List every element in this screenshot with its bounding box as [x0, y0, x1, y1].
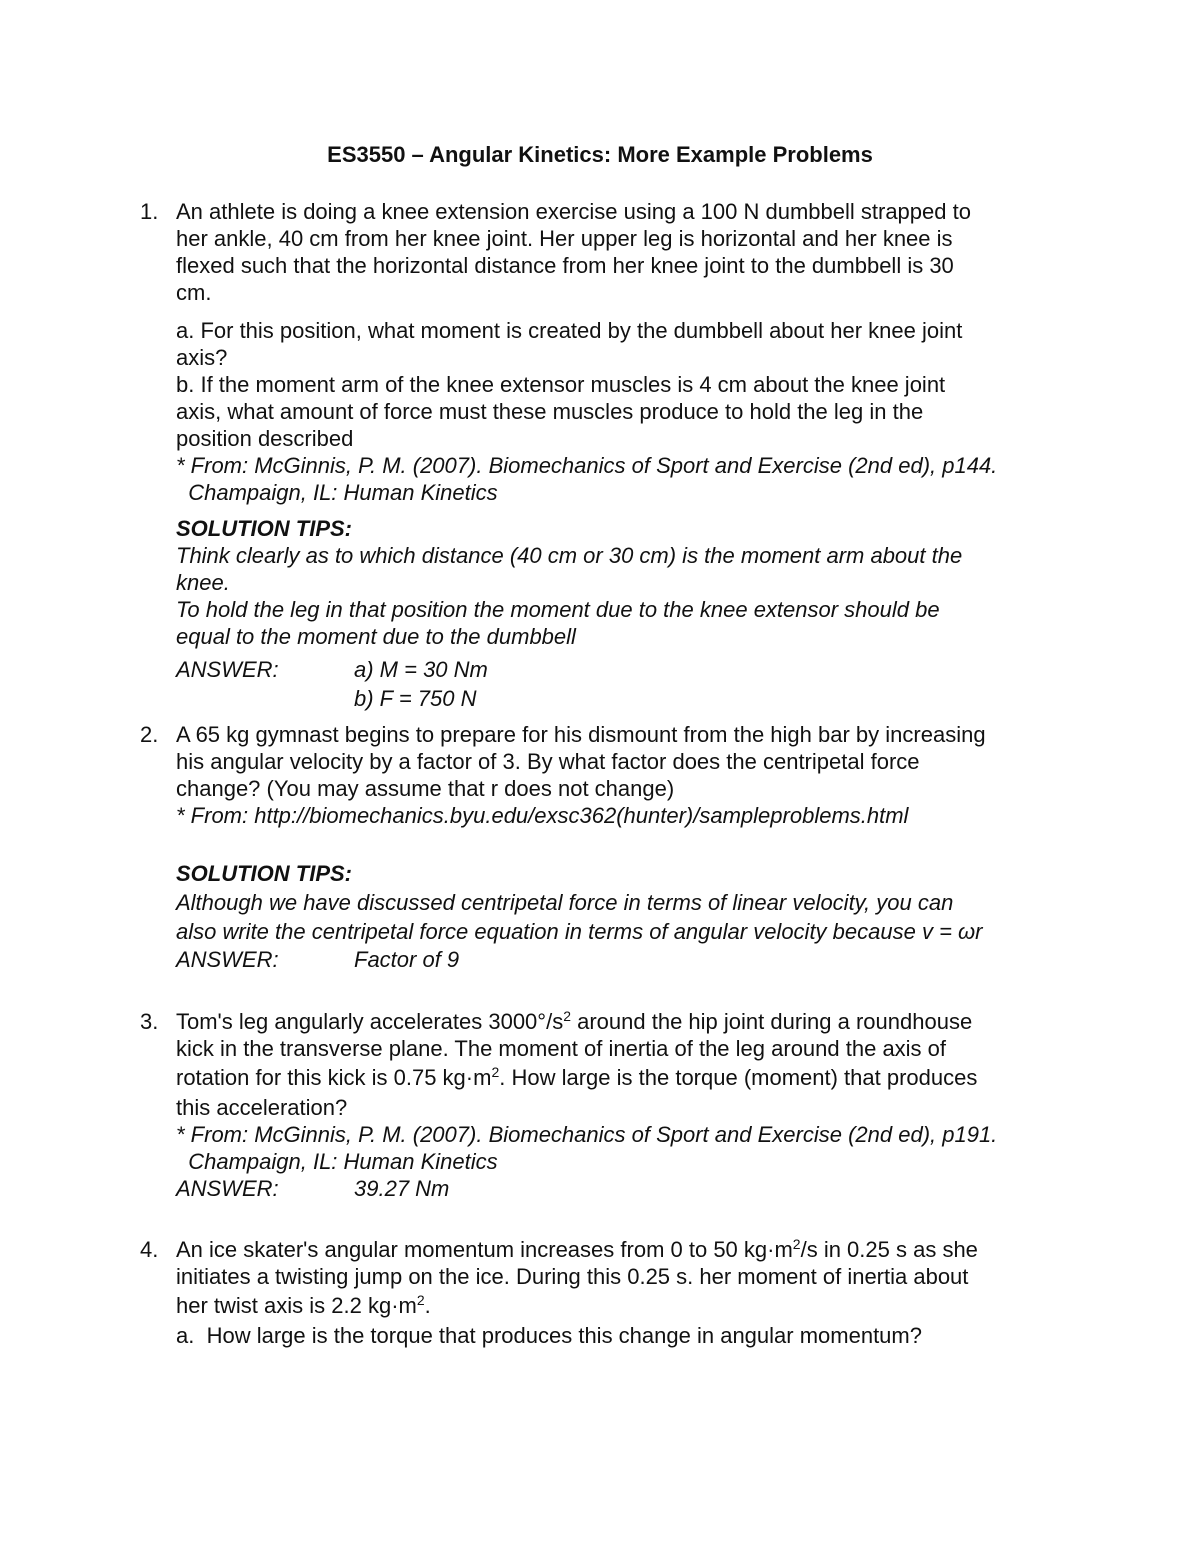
problem-3-source: Champaign, IL: Human Kinetics [176, 1149, 498, 1174]
problem-4-line [176, 1290, 1076, 1322]
problem-1-line: flexed such that the horizontal distance from her knee joint to the dumbbell is 30 [176, 253, 954, 278]
superscript: 2 [792, 1236, 801, 1252]
page-title: ES3550 – Angular Kinetics: More Example Problems [327, 142, 873, 167]
problem-3-line [176, 1062, 1076, 1094]
text-segment: around the hip joint during a roundhouse [571, 1009, 973, 1034]
answer-value: 39.27 Nm [354, 1176, 450, 1201]
answer-label: ANSWER: [176, 657, 279, 682]
problem-2-line: change? (You may assume that r does not change) [176, 776, 675, 801]
problem-1-part-b: b. If the moment arm of the knee extensor muscles is 4 cm about the knee joint [176, 372, 946, 397]
problem-4-number: 4. [140, 1237, 159, 1262]
answer-a: a) M = 30 Nm [354, 657, 488, 682]
problem-2-text [176, 721, 1076, 829]
superscript: 2 [563, 1008, 571, 1024]
problem-2-line: his angular velocity by a factor of 3. By what factor does the centripetal force [176, 749, 920, 774]
text-segment: . How large is the torque (moment) that produces [499, 1065, 978, 1090]
problem-4-line: initiates a twisting jump on the ice. During this 0.25 s. her moment of inertia about [176, 1264, 969, 1289]
problem-1-line: An athlete is doing a knee extension exercise using a 100 N dumbbell strapped to [176, 199, 971, 224]
problem-3-number: 3. [140, 1009, 159, 1034]
problem-3-line [176, 1008, 1076, 1035]
superscript: 2 [491, 1064, 500, 1080]
problem-1-part-b: axis, what amount of force must these muscles produce to hold the leg in the [176, 399, 924, 424]
problem-1-number: 1. [140, 199, 159, 224]
superscript: 2 [416, 1292, 425, 1308]
problem-2-line: A 65 kg gymnast begins to prepare for his dismount from the high bar by increasing [176, 722, 986, 747]
tip-line: Think clearly as to which distance (40 cm or 30 cm) is the moment arm about the [176, 543, 963, 568]
solution-tips-heading: SOLUTION TIPS: [176, 516, 352, 541]
problem-1-line: cm. [176, 280, 212, 305]
problem-1-line: her ankle, 40 cm from her knee joint. Her upper leg is horizontal and her knee is [176, 226, 953, 251]
problem-1-part-a: axis? [176, 345, 228, 370]
answer-label: ANSWER: [176, 1176, 279, 1201]
problem-2-source: * From: http://biomechanics.byu.edu/exsc362(hunter)/sampleproblems.html [176, 803, 909, 828]
problem-2-tips [176, 859, 1076, 946]
answer-b: b) F = 750 N [354, 686, 477, 711]
problem-2-number: 2. [140, 722, 159, 747]
problem-1-tips [176, 515, 1076, 650]
tip-line: knee. [176, 570, 230, 595]
problem-1-source: Champaign, IL: Human Kinetics [176, 480, 498, 505]
tip-line: Although we have discussed centripetal force in terms of linear velocity, you can [176, 890, 954, 915]
answer-label: ANSWER: [176, 947, 279, 972]
solution-tips-heading: SOLUTION TIPS: [176, 861, 352, 886]
text-segment: her twist axis is 2.2 kg·m [176, 1293, 417, 1318]
answer-value: Factor of 9 [354, 947, 460, 972]
text-segment: . [424, 1293, 431, 1318]
text-segment: rotation for this kick is 0.75 kg·m [176, 1065, 492, 1090]
problem-1-text [176, 198, 1076, 306]
problem-1-part-b: position described [176, 426, 354, 451]
tip-line: also write the centripetal force equation in terms of angular velocity because v = ωr [176, 919, 983, 944]
tip-line: equal to the moment due to the dumbbell [176, 624, 576, 649]
text-segment: An ice skater's angular momentum increases from 0 to 50 kg·m [176, 1237, 793, 1262]
problem-3-text [176, 1008, 1076, 1175]
problem-1-part-a: a. For this position, what moment is created by the dumbbell about her knee joint [176, 318, 963, 343]
problem-4-text [176, 1236, 1076, 1349]
text-segment: /s in 0.25 s as she [800, 1237, 978, 1262]
problem-1-answer [0, 656, 1200, 712]
problem-3-answer [0, 1175, 1200, 1202]
text-segment: Tom's leg angularly accelerates 3000°/s [176, 1009, 564, 1034]
problem-4-line [176, 1236, 1076, 1263]
tip-line: To hold the leg in that position the moment due to the knee extensor should be [176, 597, 940, 622]
problem-3-line: kick in the transverse plane. The moment of inertia of the leg around the axis of [176, 1036, 947, 1061]
problem-4-part-a: a. How large is the torque that produces this change in angular momentum? [176, 1323, 922, 1348]
problem-3-source: * From: McGinnis, P. M. (2007). Biomechanics of Sport and Exercise (2nd ed), p191. [176, 1122, 998, 1147]
problem-1-parts [176, 317, 1076, 506]
problem-2-answer [0, 946, 1200, 973]
problem-1-source: * From: McGinnis, P. M. (2007). Biomechanics of Sport and Exercise (2nd ed), p144. [176, 453, 998, 478]
problem-3-line: this acceleration? [176, 1095, 348, 1120]
